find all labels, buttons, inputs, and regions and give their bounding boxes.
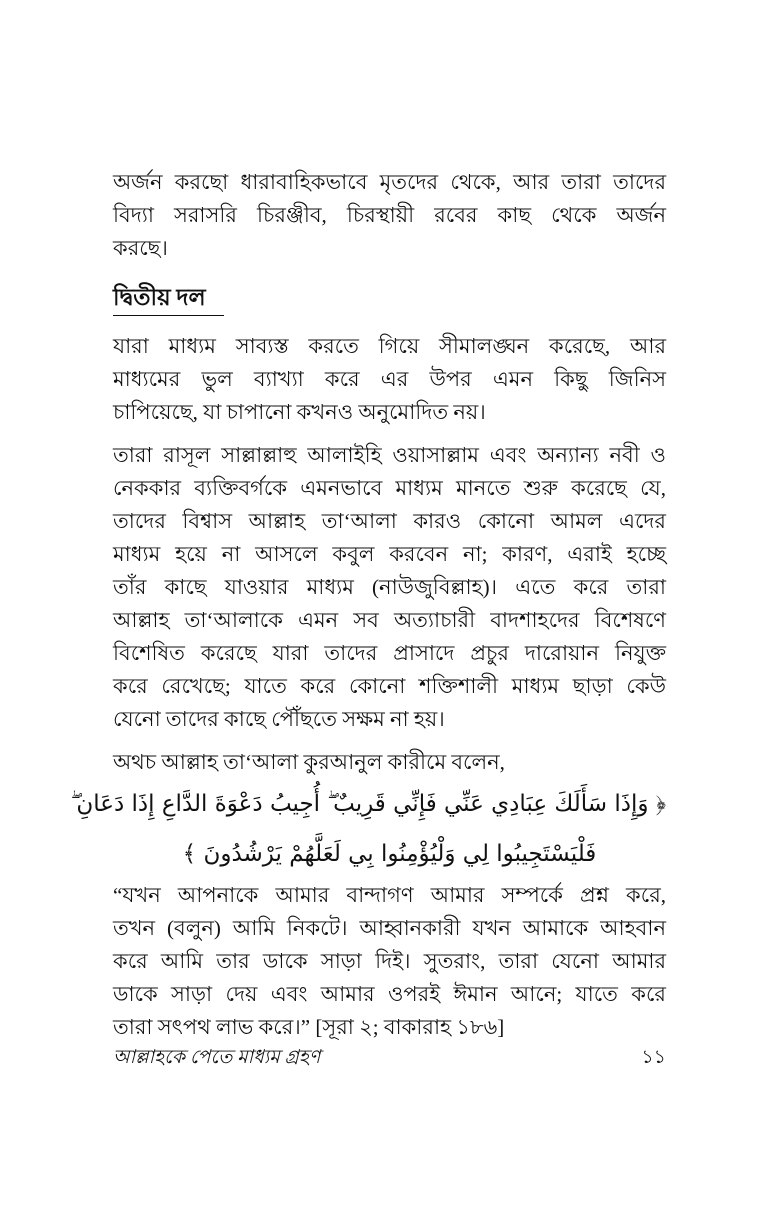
arabic-line: فَلْيَسْتَجِيبُوا لِي وَلْيُؤْمِنُوا بِي لَعَلَّهُمْ يَرْشُدُونَ ﴾: [182, 841, 597, 867]
verse-translation: [113, 879, 666, 1044]
text-line: যেনো তাদের কাছে পৌঁছতে সক্ষম না হয়।: [113, 707, 445, 731]
text-line: করে আমি তার ডাকে সাড়া দিই। সুতরাং, তারা যেনো আমার: [113, 949, 666, 973]
text-line: অর্জন করছো ধারাবাহিকভাবে মৃতদের থেকে, আর তারা তাদের: [113, 170, 666, 194]
text-line: মাধ্যমের ভুল ব্যাখ্যা করে এর উপর এমন কিছু জিনিস: [113, 367, 666, 391]
text-line: অথচ আল্লাহ তা‘আলা কুরআনুল কারীমে বলেন,: [113, 750, 505, 774]
page-number: ১১: [641, 1047, 666, 1068]
page-footer: [113, 1043, 666, 1075]
text-line: বিশেষিত করেছে যারা তাদের প্রাসাদে প্রচুর দারোয়ান নিযুক্ত: [113, 641, 666, 665]
paragraph-3: [113, 746, 666, 779]
text-line: তাঁর কাছে যাওয়ার মাধ্যম (নাউজুবিল্লাহ)। এতে করে তারা: [113, 575, 666, 599]
paragraph-1: [113, 330, 666, 429]
paragraph-intro: [113, 166, 666, 265]
text-line: চাপিয়েছে, যা চাপানো কখনও অনুমোদিত নয়।: [113, 400, 486, 424]
text-line: “যখন আপনাকে আমার বান্দাগণ আমার সম্পর্কে প্রশ্ন করে,: [113, 883, 666, 907]
text-line: বিদ্যা সরাসরি চিরঞ্জীব, চিরস্থায়ী রবের কাছ থেকে অর্জন: [113, 203, 666, 227]
text-line: ডাকে সাড়া দেয় এবং আমার ওপরই ঈমান আনে; যাতে করে: [113, 982, 666, 1006]
text-line: তাদের বিশ্বাস আল্লাহ তা‘আলা কারও কোনো আমল এদের: [113, 509, 666, 533]
text-line: মাধ্যম হয়ে না আসলে কবুল করবেন না; কারণ, এরাই হচ্ছে: [113, 542, 666, 566]
text-line: যারা মাধ্যম সাব্যস্ত করতে গিয়ে সীমালঙ্ঘন করেছে, আর: [113, 334, 666, 358]
text-line: করে রেখেছে; যাতে করে কোনো শক্তিশালী মাধ্যম ছাড়া কেউ: [113, 674, 666, 698]
quran-verse: [70, 779, 666, 879]
text-line: তখন (বলুন) আমি নিকটে। আহ্বানকারী যখন আমাকে আহবান: [113, 916, 666, 940]
text-line: আল্লাহ তা‘আলাকে এমন সব অত্যাচারী বাদশাহদের বিশেষণে: [113, 608, 666, 632]
text-line: করছে।: [113, 236, 168, 260]
paragraph-2: [113, 439, 666, 736]
arabic-line: ﴿ وَإِذَا سَأَلَكَ عِبَادِي عَنِّي فَإِنِّي قَرِيبٌ ۖ أُجِيبُ دَعْوَةَ الدَّاعِ إِذَا دَعَانِ ۖ: [70, 791, 666, 817]
text-line: তারা রাসূল সাল্লাল্লাহু আলাইহি ওয়াসাল্লাম এবং অন্যান্য নবী ও: [113, 443, 666, 467]
book-title: আল্লাহকে পেতে মাধ্যম গ্রহণ: [113, 1047, 321, 1068]
page-body: [70, 166, 666, 1054]
text-line: তারা সৎপথ লাভ করে।” [সূরা ২; বাকারাহ ১৮৬]: [113, 1015, 505, 1039]
text-line: নেককার ব্যক্তিবর্গকে এমনভাবে মাধ্যম মানতে শুরু করেছে যে,: [113, 476, 666, 500]
section-heading: দ্বিতীয় দল: [113, 281, 224, 316]
